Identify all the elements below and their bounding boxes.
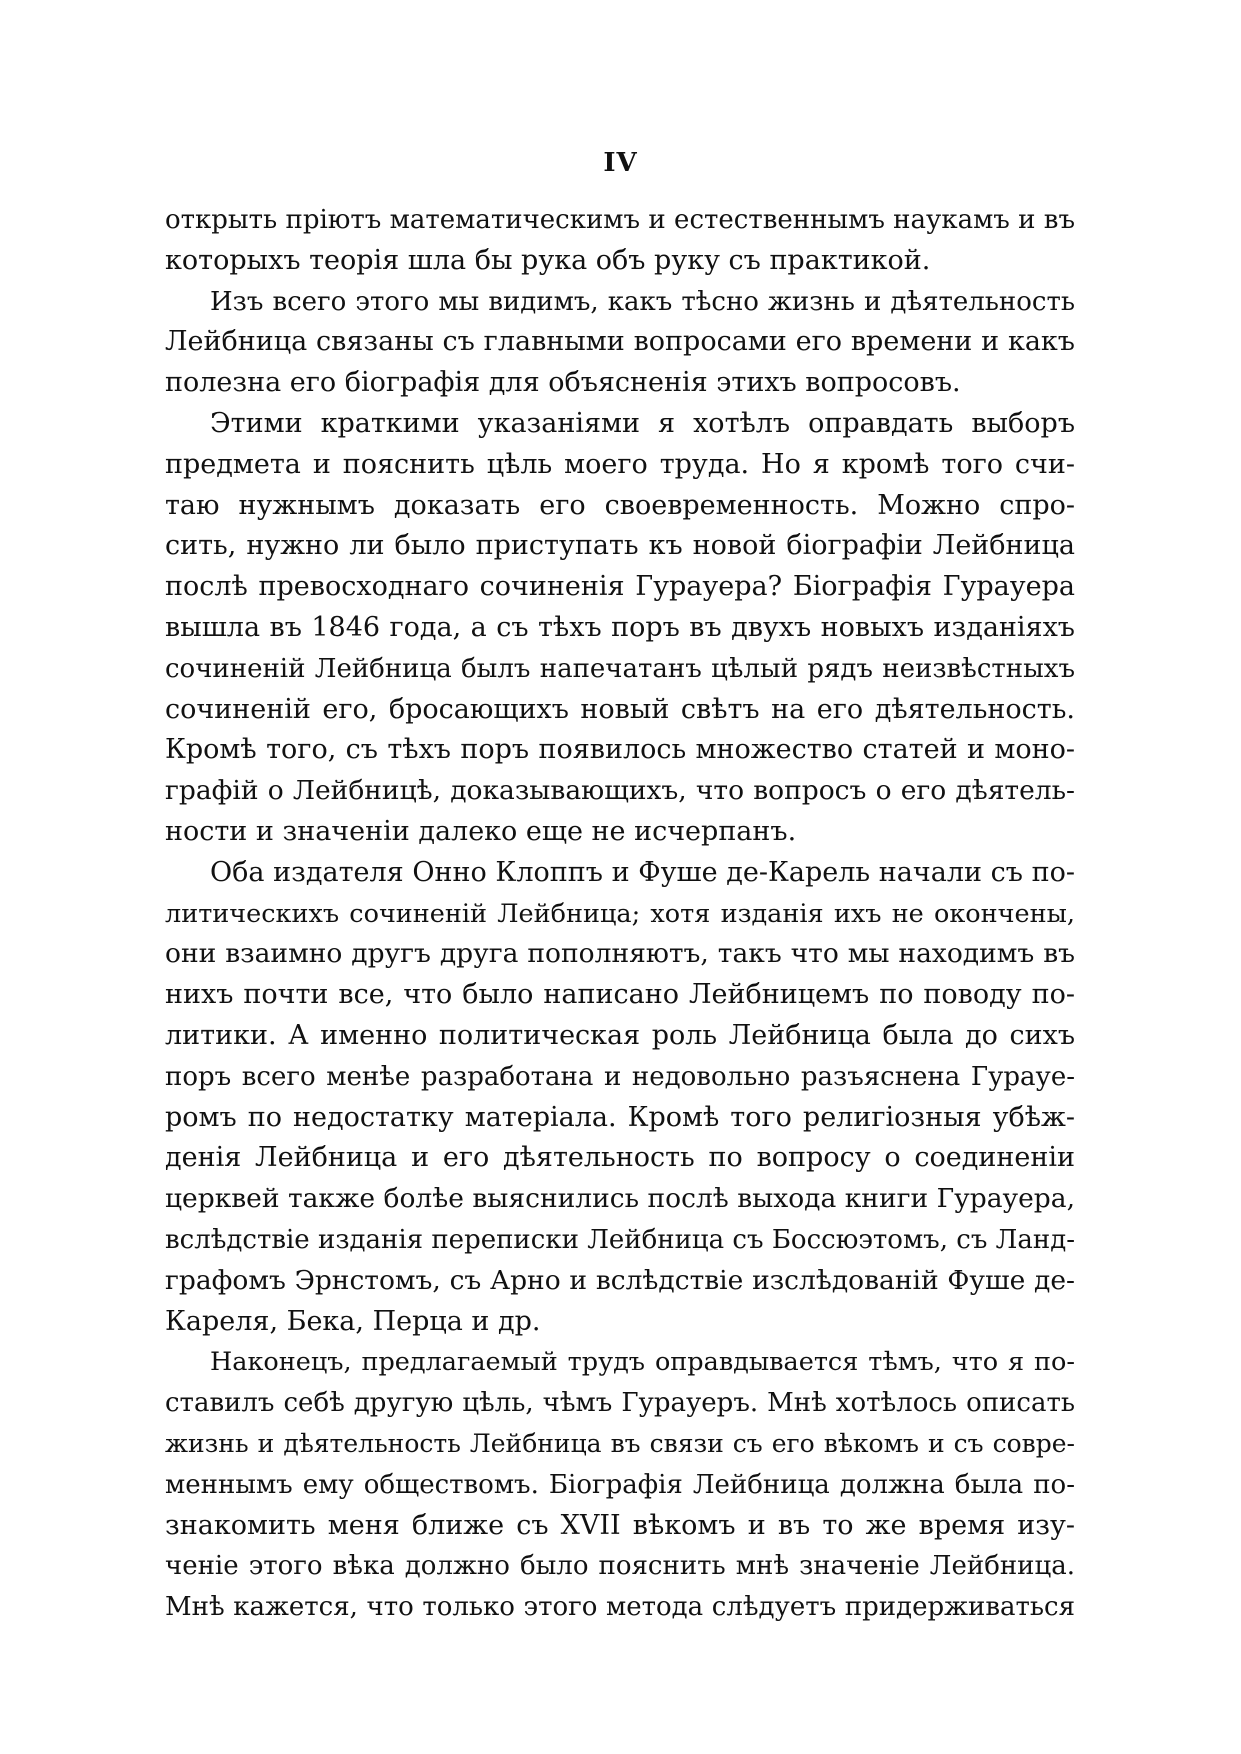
text-line: открыть пріютъ математическимъ и естественнымъ наукамъ и въ xyxy=(165,205,1075,235)
text-line: Этими краткими указаніями я хотѣлъ оправдать выборъ xyxy=(210,407,1075,439)
text-line: ставилъ себѣ другую цѣль, чѣмъ Гурауеръ. Мнѣ хотѣлось описать xyxy=(165,1388,1075,1419)
text-line: Кареля, Бека, Перца и др. xyxy=(165,1305,541,1337)
text-line: таю нужнымъ доказать его своевременность. Можно спро- xyxy=(165,489,1075,521)
text-line: Оба издателя Онно Клоппъ и Фуше де-Карель начали съ по- xyxy=(210,856,1075,888)
text-line: ромъ по недостатку матеріала. Кромѣ того религіозныя убѣж- xyxy=(165,1101,1075,1133)
text-line: они взаимно другъ друга пополняютъ, такъ что мы находимъ въ xyxy=(165,938,1075,970)
text-line: ченіе этого вѣка должно было пояснить мнѣ значеніе Лейбница. xyxy=(165,1551,1075,1582)
text-line: знакомить меня ближе съ XVII вѣкомъ и въ то же время изу- xyxy=(165,1509,1075,1541)
text-line: церквей также болѣе выяснились послѣ выхода книги Гурауера, xyxy=(165,1183,1075,1215)
text-line: которыхъ теорія шла бы рука объ руку съ практикой. xyxy=(165,244,931,276)
text-line: графій о Лейбницѣ, доказывающихъ, что вопросъ о его дѣятель- xyxy=(165,775,1075,807)
text-line: Кромѣ того, съ тѣхъ поръ появилось множество статей и моно- xyxy=(165,734,1075,766)
text-line: полезна его біографія для объясненія этихъ вопросовъ. xyxy=(165,367,961,399)
text-line: денія Лейбница и его дѣятельность по вопросу о соединеніи xyxy=(165,1142,1075,1174)
text-line: сить, нужно ли было приступать къ новой біографіи Лейбница xyxy=(165,530,1075,562)
text-line: Наконецъ, предлагаемый трудъ оправдывается тѣмъ, что я по- xyxy=(210,1347,1075,1378)
text-line: ности и значеніи далеко еще не исчерпанъ. xyxy=(165,815,797,847)
text-line: нихъ почти все, что было написано Лейбницемъ по поводу по- xyxy=(165,979,1075,1011)
page-number: IV xyxy=(603,148,638,178)
text-line: жизнь и дѣятельность Лейбница въ связи съ его вѣкомъ и съ совре- xyxy=(165,1428,1075,1458)
body-text xyxy=(165,200,1075,1640)
text-line: Мнѣ кажется, что только этого метода слѣдуетъ придерживаться xyxy=(165,1592,1075,1623)
text-line: вслѣдствіе изданія переписки Лейбница съ Боссюэтомъ, съ Ланд- xyxy=(165,1224,1075,1255)
text-line: предмета и пояснить цѣль моего труда. Но я кромѣ того счи- xyxy=(165,448,1075,480)
text-line: вышла въ 1846 года, а съ тѣхъ поръ въ двухъ новыхъ изданіяхъ xyxy=(165,611,1075,643)
text-line: литики. А именно политическая роль Лейбница была до сихъ xyxy=(165,1019,1075,1051)
text-line: меннымъ ему обществомъ. Біографія Лейбница должна была по- xyxy=(165,1469,1075,1500)
text-line: литическихъ сочиненій Лейбница; хотя изданія ихъ не окончены, xyxy=(165,898,1075,929)
text-line: Изъ всего этого мы видимъ, какъ тѣсно жизнь и дѣятельность xyxy=(210,286,1075,317)
text-line: поръ всего менѣе разработана и недовольно разъяснена Гурауе- xyxy=(165,1061,1075,1092)
text-line: послѣ превосходнаго сочиненія Гурауера? Біографія Гурауера xyxy=(165,571,1075,603)
text-line: сочиненій Лейбница былъ напечатанъ цѣлый рядъ неизвѣстныхъ xyxy=(165,653,1075,684)
text-line: Лейбница связаны съ главными вопросами его времени и какъ xyxy=(165,326,1075,358)
text-line: графомъ Эрнстомъ, съ Арно и вслѣдствіе изслѣдованій Фуше де- xyxy=(165,1264,1075,1296)
text-line: сочиненій его, бросающихъ новый свѣтъ на его дѣятельность. xyxy=(165,693,1075,725)
